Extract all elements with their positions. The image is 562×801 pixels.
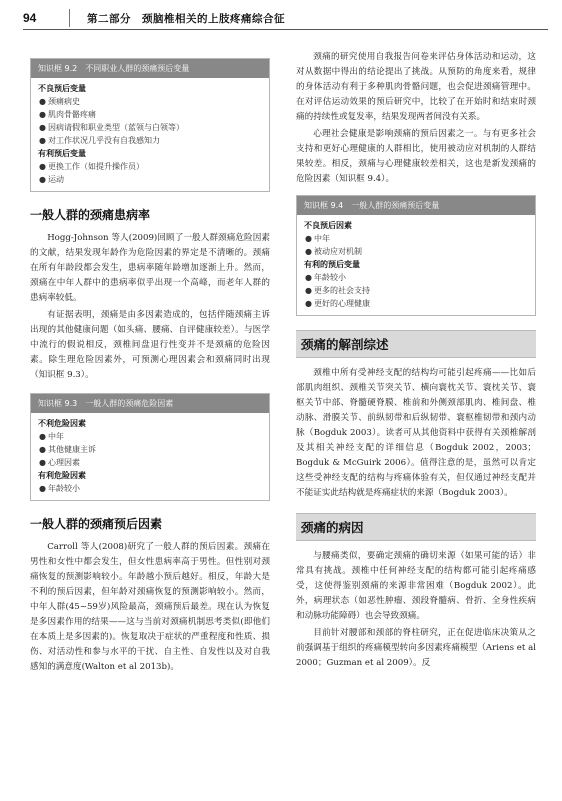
box-title: 知识框 9.2 不同职业人群的颈痛预后变量 — [31, 59, 269, 78]
header-rule — [23, 29, 548, 30]
body-paragraph: Carroll 等人(2008)研究了一般人群的预后因素。颈痛在男性和女性中都会发生，但女性患病率高于男性。但性别对颈痛恢复的预测影响较小。年龄越小预后越好。相反，年龄大是不利的预后因素，但年龄对颈痛恢复的预测影响较小。然而，中年人群(45~59岁)风险最高，颈痛预后最差。现在认为恢复是多因素作用的结果——这与当前对颈痛机制思考类似(即他们在本质上是多因素的)。恢复取决于症状的严重程度和性质、损伤、对活动性和参与水平的干扰、自主性、自发性以及对自我感知的满意度(Walton et al 2013b)。 — [30, 542, 270, 672]
box-subheading: 有利危险因素 — [38, 471, 86, 480]
box-list-item: ● 颈痛病史 — [39, 97, 80, 106]
running-section-title: 第二部分 颈脑椎相关的上肢疼痛综合征 — [87, 13, 285, 25]
box-title: 知识框 9.4 一般人群的颈痛预后变量 — [297, 196, 535, 215]
box-list-item: ● 肌肉骨骼疼痛 — [39, 110, 96, 119]
bullet-icon: ● — [39, 432, 46, 441]
box-list-item: ● 更好的心理健康 — [305, 299, 370, 308]
box-list-item: ● 心理因素 — [39, 458, 80, 467]
bullet-icon: ● — [305, 247, 312, 256]
body-paragraph: 颈椎中所有受神经支配的结构均可能引起疼痛——比如后部肌肉组织、颈椎关节突关节、横向寰枕关节、寰枕关节、寰枢关节中部、脊髓硬脊膜、椎前和外侧颈部肌肉、椎间盘、椎动脉、滑膜关节、前纵韧带和后纵韧带、寰枢椎韧带和颈内动脉（Bogduk 2003）。读者可从其他资料中获得有关颈椎解剖及其相关神经支配的详细信息（Bogduk 2002，2003；Bogduk & McGuirk 2006）。值得注意的是，虽然可以肯定这些受神经支配的结构与疼痛体验有关，但仅通过神经支配并不能证实此结构就是疼痛症状的来源（Bogduk 2003）。 — [296, 368, 536, 498]
bullet-icon: ● — [39, 123, 46, 132]
box-list-item: ● 对工作状况几乎没有自我感知力 — [39, 136, 160, 145]
body-paragraph: 有证据表明，颈痛是由多因素造成的，包括伴随颈痛主诉出现的其他健康问题（如头痛、腰痛、自评健康较差）。与医学中流行的假说相反，颈椎间盘退行性变并不是颈痛的危险因素。除生理危险因素外，可预测心理因素会和颈痛同时出现（知识框 9.3）。 — [30, 310, 270, 380]
bullet-icon: ● — [305, 273, 312, 282]
knowledge-box-9-4 — [296, 195, 536, 316]
header-divider — [69, 9, 70, 27]
box-list-item: ● 中年 — [305, 234, 330, 243]
box-title: 知识框 9.3 一般人群的颈痛危险因素 — [31, 394, 269, 413]
box-list-item: ● 因病请假和职业类型（蓝领与白领等） — [39, 123, 184, 132]
right-column — [296, 50, 536, 673]
body-paragraph: 心理社会健康是影响颈痛的预后因素之一。与有更多社会支持和更好心理健康的人群相比，使用被动应对机制的人群结果较差。相反，颈痛与心理健康较差相关，这也是新发颈痛的危险因素（知识框 9.4）。 — [296, 129, 536, 184]
box-subheading: 不良预后变量 — [38, 84, 86, 93]
bullet-icon: ● — [39, 110, 46, 119]
box-list-item: ● 年龄较小 — [39, 484, 80, 493]
box-list-item: ● 运动 — [39, 175, 64, 184]
bullet-icon: ● — [39, 445, 46, 454]
body-paragraph: 目前针对腰部和颈部的脊柱研究，正在促进临床决策从之前强调基于组织的疼痛模型转向多因素疼痛模型（Ariens et al 2000；Guzman et al 2009）。反 — [296, 628, 536, 668]
body-paragraph: 颈痛的研究使用自我报告问卷来评估身体活动和运动，这对从数据中得出的结论提出了挑战。从预防的角度来看，规律的身体活动有利于多种肌肉骨骼问题，也会促进颈痛管理中。在对评估运动效果的预后研究中，比较了在开始时和结束时颈痛的持续性或复发率，结果发现两者间没有关系。 — [296, 52, 536, 122]
bullet-icon: ● — [39, 458, 46, 467]
section-heading: 一般人群的颈痛预后因素 — [30, 517, 163, 531]
box-body — [31, 78, 269, 191]
bullet-icon: ● — [39, 136, 46, 145]
body-paragraph: Hogg-Johnson 等人(2009)回顾了一般人群颈痛危险因素的文献，结果发现年龄作为危险因素的界定是不清晰的。颈痛在所有年龄段都会发生，患病率随年龄增加逐渐上升。然而，颈痛在中年人群中的患病率似乎出现一个高峰，而老年人群的患病率较低。 — [30, 233, 270, 303]
left-column — [30, 58, 270, 677]
box-list-item: ● 更换工作（如提升操作员） — [39, 162, 144, 171]
box-subheading: 不良预后因素 — [304, 221, 352, 230]
box-list-item: ● 年龄较小 — [305, 273, 346, 282]
box-subheading: 不利危险因素 — [38, 419, 86, 428]
bullet-icon: ● — [39, 97, 46, 106]
bullet-icon: ● — [305, 286, 312, 295]
knowledge-box-9-3 — [30, 393, 270, 501]
page-number: 94 — [23, 11, 37, 25]
box-subheading: 有利预后变量 — [38, 149, 86, 158]
bullet-icon: ● — [305, 299, 312, 308]
bullet-icon: ● — [39, 484, 46, 493]
knowledge-box-9-2 — [30, 58, 270, 192]
box-list-item: ● 更多的社会支持 — [305, 286, 370, 295]
section-heading: 一般人群的颈痛患病率 — [30, 208, 151, 222]
bullet-icon: ● — [39, 175, 46, 184]
box-list-item: ● 其他健康主诉 — [39, 445, 96, 454]
section-heading-banner: 颈痛的解剖综述 — [296, 330, 536, 358]
page-header — [0, 0, 562, 40]
section-heading-banner: 颈痛的病因 — [296, 513, 536, 541]
box-list-item: ● 中年 — [39, 432, 64, 441]
body-paragraph: 与腰痛类似，要确定颈痛的确切来源（如果可能的话）非常具有挑战。颈椎中任何神经支配的结构都可能引起疼痛感受，这使得鉴别颈痛的来源非常困难（Bogduk 2002）。此外，病理状态（如恶性肿瘤、颈段脊髓病、骨折、全身性疾病和动脉功能障碍）也会导致颈痛。 — [296, 551, 536, 621]
box-list-item: ● 被动应对机制 — [305, 247, 362, 256]
box-body — [31, 413, 269, 500]
bullet-icon: ● — [39, 162, 46, 171]
box-body — [297, 215, 535, 315]
box-subheading: 有利的预后变量 — [304, 260, 360, 269]
bullet-icon: ● — [305, 234, 312, 243]
